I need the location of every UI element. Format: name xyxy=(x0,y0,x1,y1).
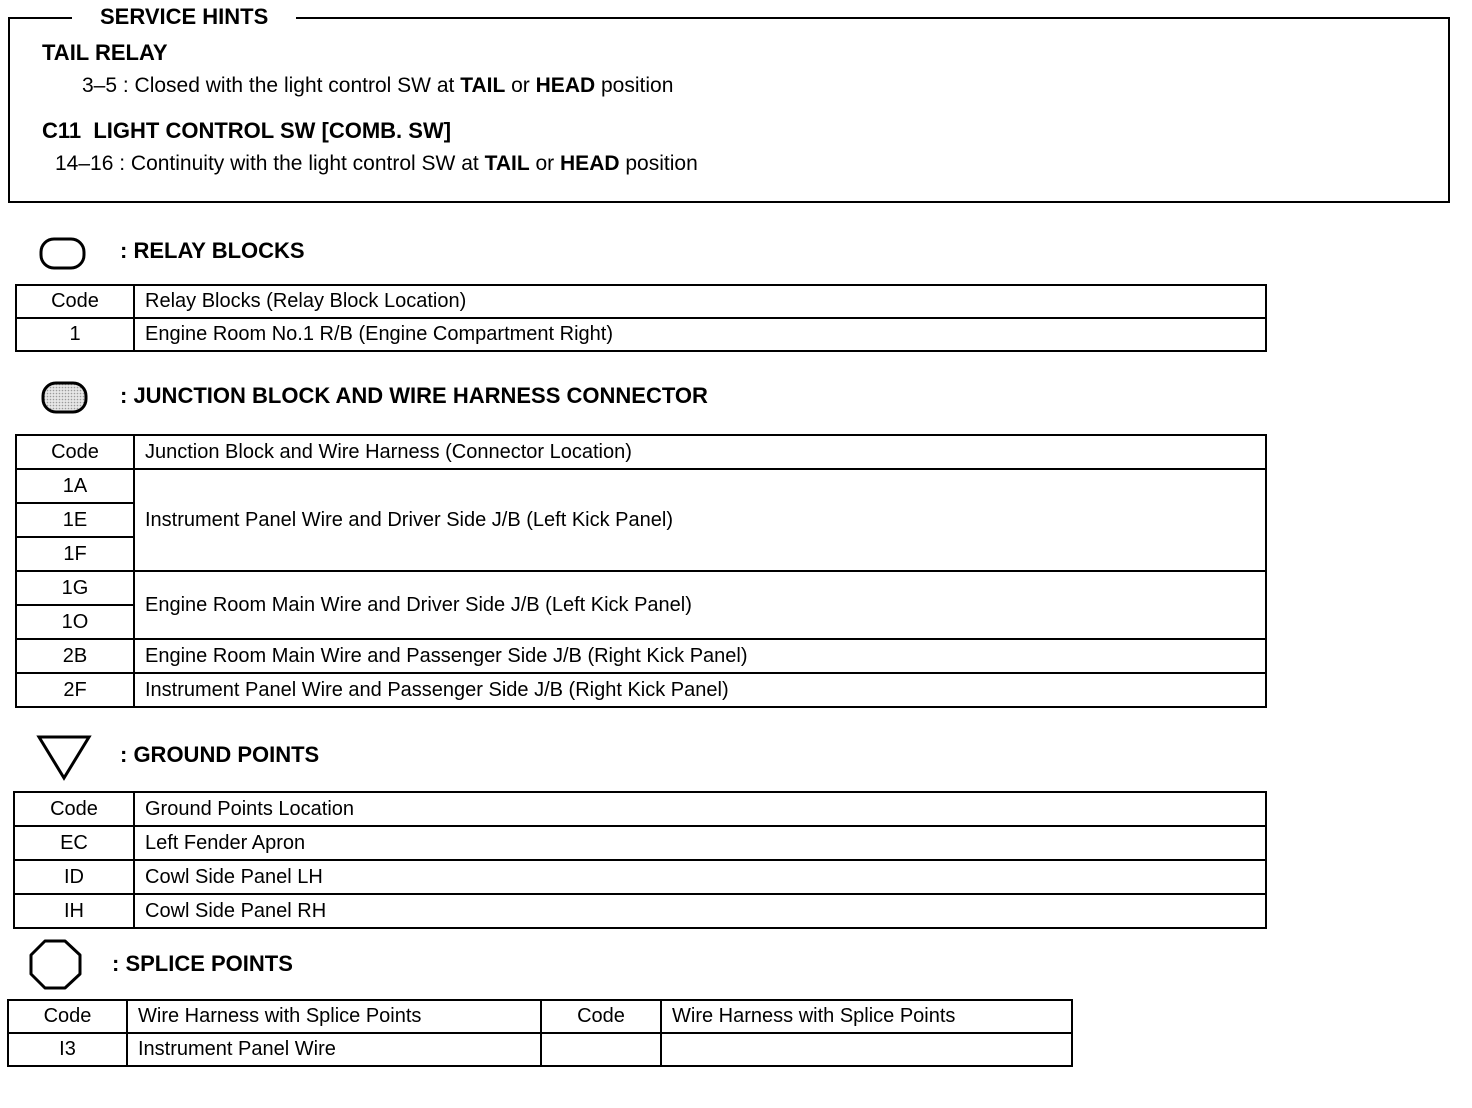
column-header-code-2: Code xyxy=(541,1000,661,1033)
empty-code-cell xyxy=(541,1033,661,1066)
column-header-location: Junction Block and Wire Harness (Connector Location) xyxy=(134,435,1266,469)
hint-bold-text: HEAD xyxy=(535,74,596,97)
service-hints-title: SERVICE HINTS xyxy=(72,4,296,30)
hint-bold-text: TAIL xyxy=(460,74,506,97)
column-header-harness-2: Wire Harness with Splice Points xyxy=(661,1000,1072,1033)
ground-point-icon xyxy=(36,734,94,782)
hint-bold-text: TAIL xyxy=(484,152,530,175)
hint-text: position xyxy=(619,152,698,175)
splice-points-title: : SPLICE POINTS xyxy=(112,951,293,976)
code-cell: 1 xyxy=(16,318,134,351)
harness-cell: Instrument Panel Wire xyxy=(127,1033,541,1066)
hint-detail-light-control-sw xyxy=(55,151,698,177)
table-row xyxy=(14,860,1266,894)
code-cell: 2F xyxy=(16,673,134,707)
table-row xyxy=(14,894,1266,928)
table-row xyxy=(16,571,1266,605)
column-header-code: Code xyxy=(16,285,134,318)
table-header-row xyxy=(14,792,1266,826)
location-cell: Engine Room Main Wire and Passenger Side J/B (Right Kick Panel) xyxy=(134,639,1266,673)
empty-harness-cell xyxy=(661,1033,1072,1066)
column-header-harness: Wire Harness with Splice Points xyxy=(127,1000,541,1033)
code-cell: 1F xyxy=(16,537,134,571)
table-row xyxy=(14,826,1266,860)
hint-text: 3–5 : Closed with the light control SW at xyxy=(82,74,461,97)
location-cell: Cowl Side Panel RH xyxy=(134,894,1266,928)
code-cell: 1G xyxy=(16,571,134,605)
code-cell: EC xyxy=(14,826,134,860)
junction-connector-icon xyxy=(40,380,90,416)
location-cell: Cowl Side Panel LH xyxy=(134,860,1266,894)
junction-blocks-title: : JUNCTION BLOCK AND WIRE HARNESS CONNECTOR xyxy=(120,383,708,408)
relay-blocks-table xyxy=(15,284,1267,352)
table-header-row xyxy=(16,285,1266,318)
hint-text: 14–16 : Continuity with the light control SW at xyxy=(55,152,485,175)
junction-blocks-table xyxy=(15,434,1267,708)
code-cell: 1A xyxy=(16,469,134,503)
column-header-code: Code xyxy=(8,1000,127,1033)
hint-text: position xyxy=(595,74,674,97)
code-cell: 1E xyxy=(16,503,134,537)
location-cell: Engine Room No.1 R/B (Engine Compartment Right) xyxy=(134,318,1266,351)
ground-points-title: : GROUND POINTS xyxy=(120,742,320,767)
code-cell: I3 xyxy=(8,1033,127,1066)
location-cell: Instrument Panel Wire and Passenger Side J/B (Right Kick Panel) xyxy=(134,673,1266,707)
code-cell: 2B xyxy=(16,639,134,673)
table-header-row xyxy=(16,435,1266,469)
location-cell: Engine Room Main Wire and Driver Side J/B (Left Kick Panel) xyxy=(134,571,1266,639)
code-cell: ID xyxy=(14,860,134,894)
hint-detail-tail-relay xyxy=(82,73,673,99)
hint-text: or xyxy=(505,74,536,97)
table-row xyxy=(16,469,1266,503)
splice-points-table xyxy=(7,999,1073,1067)
hint-bold-text: HEAD xyxy=(560,152,620,175)
table-row xyxy=(16,318,1266,351)
location-cell: Left Fender Apron xyxy=(134,826,1266,860)
table-header-row xyxy=(8,1000,1072,1033)
hint-heading-light-control-sw: C11 LIGHT CONTROL SW [COMB. SW] xyxy=(42,118,452,143)
relay-blocks-title: : RELAY BLOCKS xyxy=(120,238,305,263)
relay-block-icon xyxy=(38,236,88,272)
location-cell: Instrument Panel Wire and Driver Side J/B (Left Kick Panel) xyxy=(134,469,1266,571)
table-row xyxy=(16,673,1266,707)
table-row xyxy=(16,639,1266,673)
column-header-code: Code xyxy=(14,792,134,826)
ground-points-table xyxy=(13,791,1267,929)
hint-heading-tail-relay: TAIL RELAY xyxy=(42,40,168,65)
splice-point-icon xyxy=(28,938,84,992)
column-header-location: Ground Points Location xyxy=(134,792,1266,826)
column-header-location: Relay Blocks (Relay Block Location) xyxy=(134,285,1266,318)
column-header-code: Code xyxy=(16,435,134,469)
code-cell: IH xyxy=(14,894,134,928)
hint-text: or xyxy=(529,152,561,175)
table-row xyxy=(8,1033,1072,1066)
code-cell: 1O xyxy=(16,605,134,639)
